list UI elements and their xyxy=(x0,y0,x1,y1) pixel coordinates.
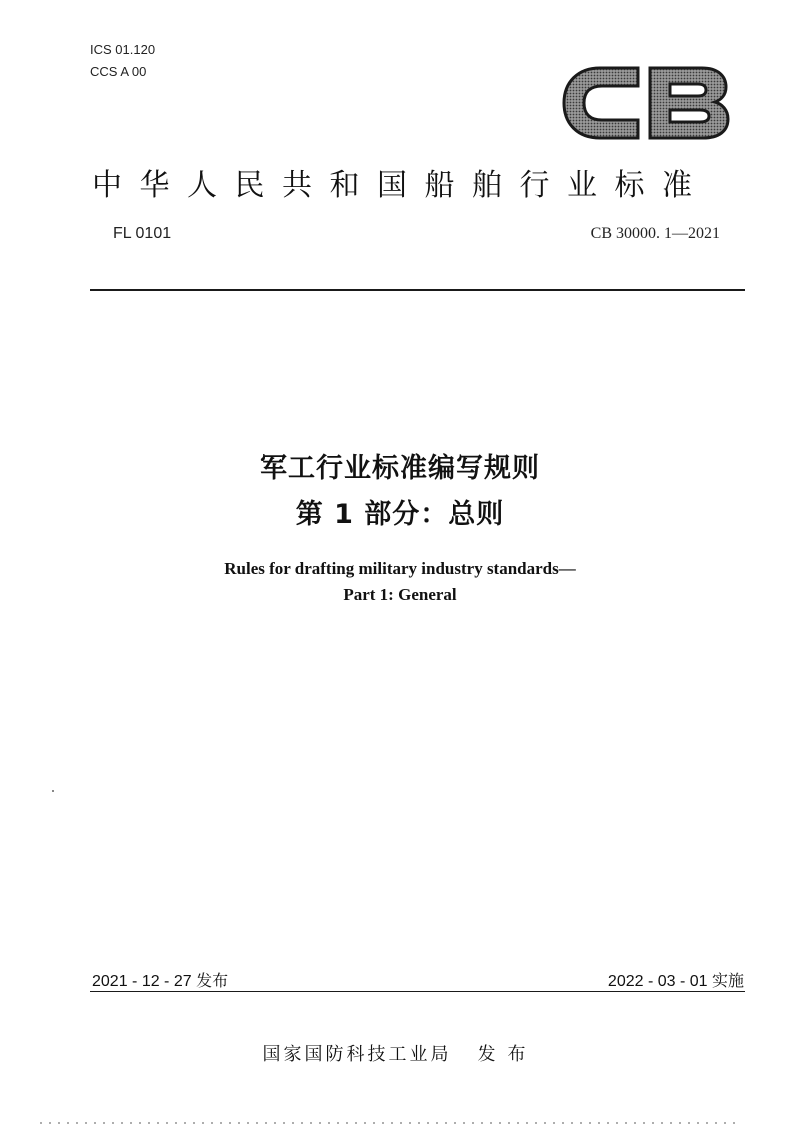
standard-number: CB 30000. 1—2021 xyxy=(590,225,720,242)
standard-category-title: 中华人民共和国船舶行业标准 xyxy=(92,168,710,203)
issuer-action: 发布 xyxy=(477,1044,538,1065)
issuer-name: 国家国防科技工业局 xyxy=(262,1044,452,1065)
title-en-line1: Rules for drafting military industry standards— xyxy=(224,559,576,578)
scan-speck xyxy=(52,790,54,792)
cb-logo xyxy=(560,62,730,144)
ccs-code: CCS A 00 xyxy=(90,64,147,79)
title-en-line2: Part 1: General xyxy=(343,585,457,604)
publish-date: 2021 - 12 - 27 发布 xyxy=(92,973,229,990)
issuing-authority xyxy=(0,1040,800,1066)
title-cn-line1: 军工行业标准编写规则 xyxy=(260,453,540,484)
header-divider xyxy=(90,289,745,291)
filing-number: FL 0101 xyxy=(113,225,172,242)
footer-divider xyxy=(90,991,745,992)
title-cn-line2: 第 1 部分：总则 xyxy=(295,499,505,530)
ics-code: ICS 01.120 xyxy=(90,42,156,57)
implementation-date: 2022 - 03 - 01 实施 xyxy=(607,973,744,990)
scan-edge-dots xyxy=(40,1122,740,1124)
